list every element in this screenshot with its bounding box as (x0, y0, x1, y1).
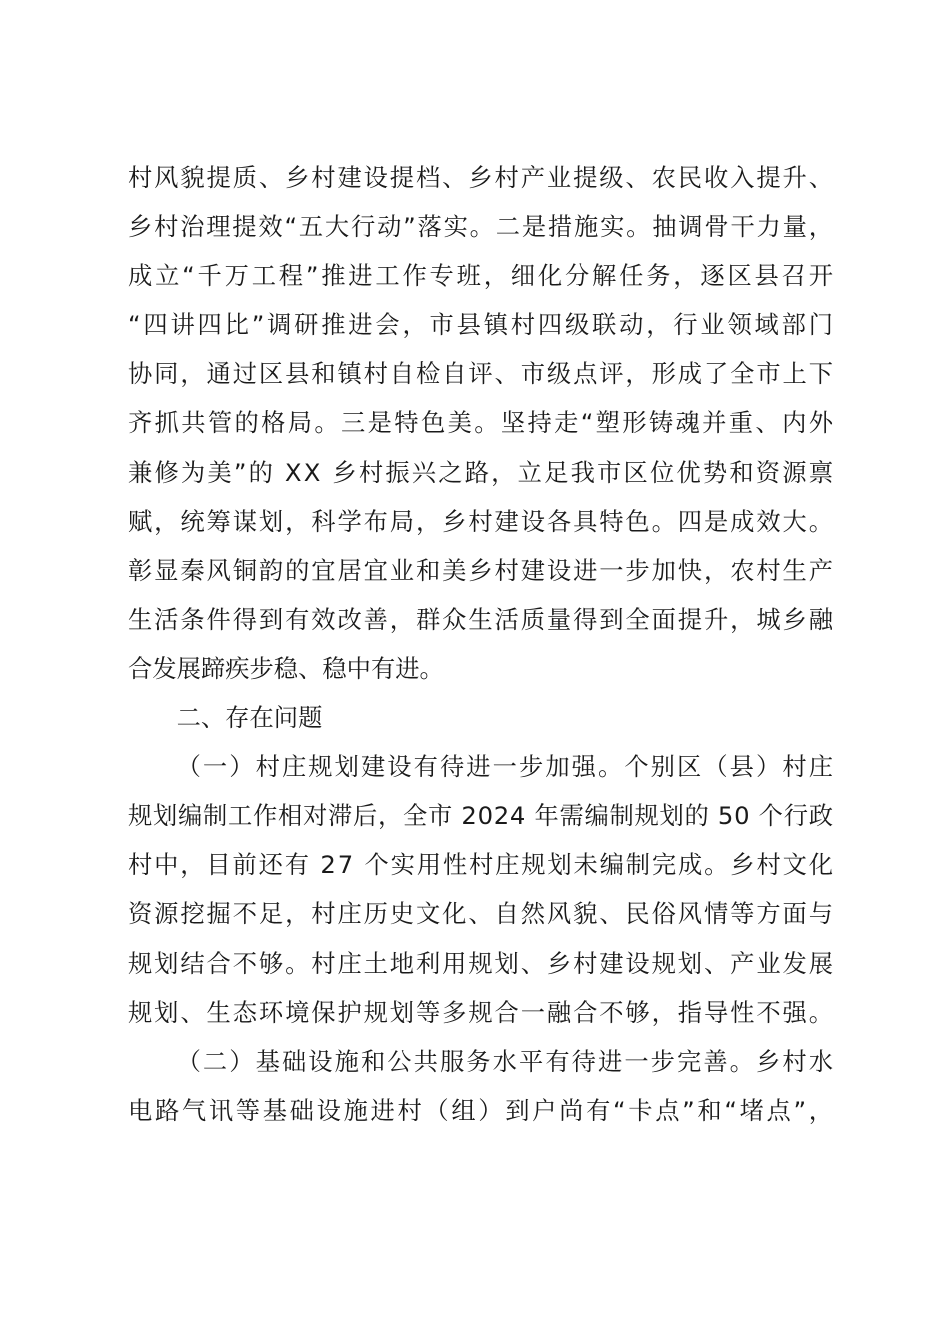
document-body (128, 153, 836, 1135)
text-line: 彰显秦风铜韵的宜居宜业和美乡村建设进一步加快，农村生产 (128, 555, 835, 585)
text-line: 生活条件得到有效改善，群众生活质量得到全面提升，城乡融 (128, 604, 835, 634)
text-line: 赋，统筹谋划，科学布局，乡村建设各具特色。四是成效大。 (128, 506, 835, 536)
text-line: （二）基础设施和公共服务水平有待进一步完善。乡村水 (176, 1046, 836, 1076)
text-line: 合发展蹄疾步稳、稳中有进。 (128, 653, 444, 683)
text-line: 资源挖掘不足，村庄历史文化、自然风貌、民俗风情等方面与 (128, 899, 835, 929)
text-line: 规划、生态环境保护规划等多规合一融合不够，指导性不强。 (128, 997, 835, 1027)
text-line: 二、存在问题 (176, 703, 323, 733)
text-line: “四讲四比”调研推进会，市县镇村四级联动，行业领域部门 (128, 310, 836, 340)
text-line: 协同，通过区县和镇村自检自评、市级点评，形成了全市上下 (128, 359, 835, 389)
text-line: 规划结合不够。村庄土地利用规划、乡村建设规划、产业发展 (128, 948, 835, 978)
text-line: 乡村治理提效“五大行动”落实。二是措施实。抽调骨干力量， (128, 212, 835, 242)
text-line: 村风貌提质、乡村建设提档、乡村产业提级、农民收入提升、 (128, 163, 835, 192)
text-line: 齐抓共管的格局。三是特色美。坚持走“塑形铸魂并重、内外 (128, 408, 836, 438)
text-line: 规划编制工作相对滞后，全市 2024 年需编制规划的 50 个行政 (128, 801, 834, 831)
text-line: 电路气讯等基础设施进村（组）到户尚有“卡点”和“堵点”， (128, 1095, 836, 1125)
text-line: 村中，目前还有 27 个实用性村庄规划未编制完成。乡村文化 (128, 850, 835, 880)
text-line: 兼修为美”的 XX 乡村振兴之路，立足我市区位优势和资源禀 (128, 457, 836, 487)
text-line: （一）村庄规划建设有待进一步加强。个别区（县）村庄 (176, 752, 836, 782)
text-line: 成立“千万工程”推进工作专班，细化分解任务，逐区县召开 (128, 261, 836, 291)
